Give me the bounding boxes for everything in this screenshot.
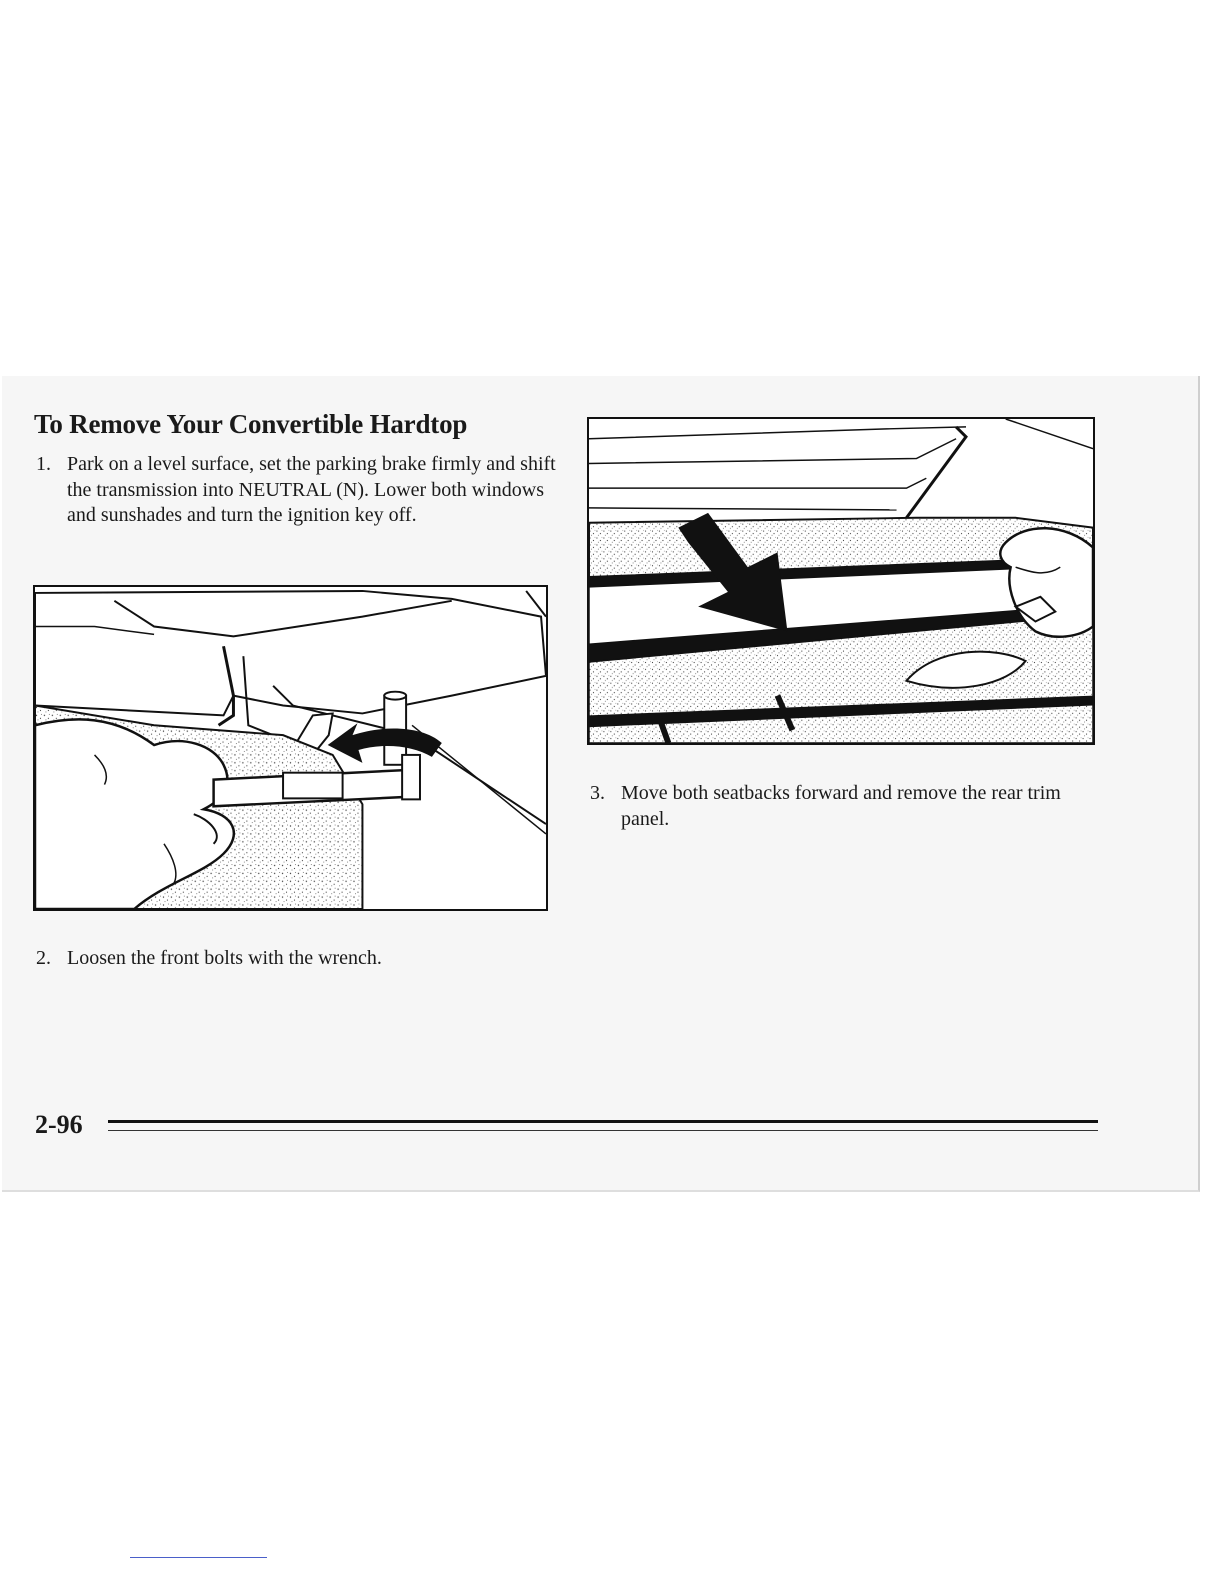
step-3: [590, 781, 1090, 832]
section-title: To Remove Your Convertible Hardtop: [34, 409, 468, 439]
bottom-underline: [130, 1557, 267, 1558]
step-1: [36, 452, 556, 529]
step-text: Park on a level surface, set the parking brake firmly and shift the transmission into NEUTRAL (N). Lower both windows and sunshades and turn the ignition key off.: [67, 453, 556, 526]
footer-rule: [108, 1120, 1098, 1123]
trim-panel-illustration: [587, 417, 1095, 745]
wrench-icon: [35, 587, 546, 909]
step-number: 2.: [36, 947, 51, 969]
step-number: 3.: [590, 782, 605, 804]
page-number: 2-96: [35, 1110, 83, 1139]
step-2: [36, 946, 556, 972]
step-text: Loosen the front bolts with the wrench.: [67, 947, 382, 969]
front-bolts-illustration: [33, 585, 548, 911]
footer-rule-thin: [108, 1130, 1098, 1131]
trim-panel-icon: [589, 419, 1093, 743]
step-number: 1.: [36, 453, 51, 475]
step-text: Move both seatbacks forward and remove the rear trim panel.: [621, 782, 1061, 830]
